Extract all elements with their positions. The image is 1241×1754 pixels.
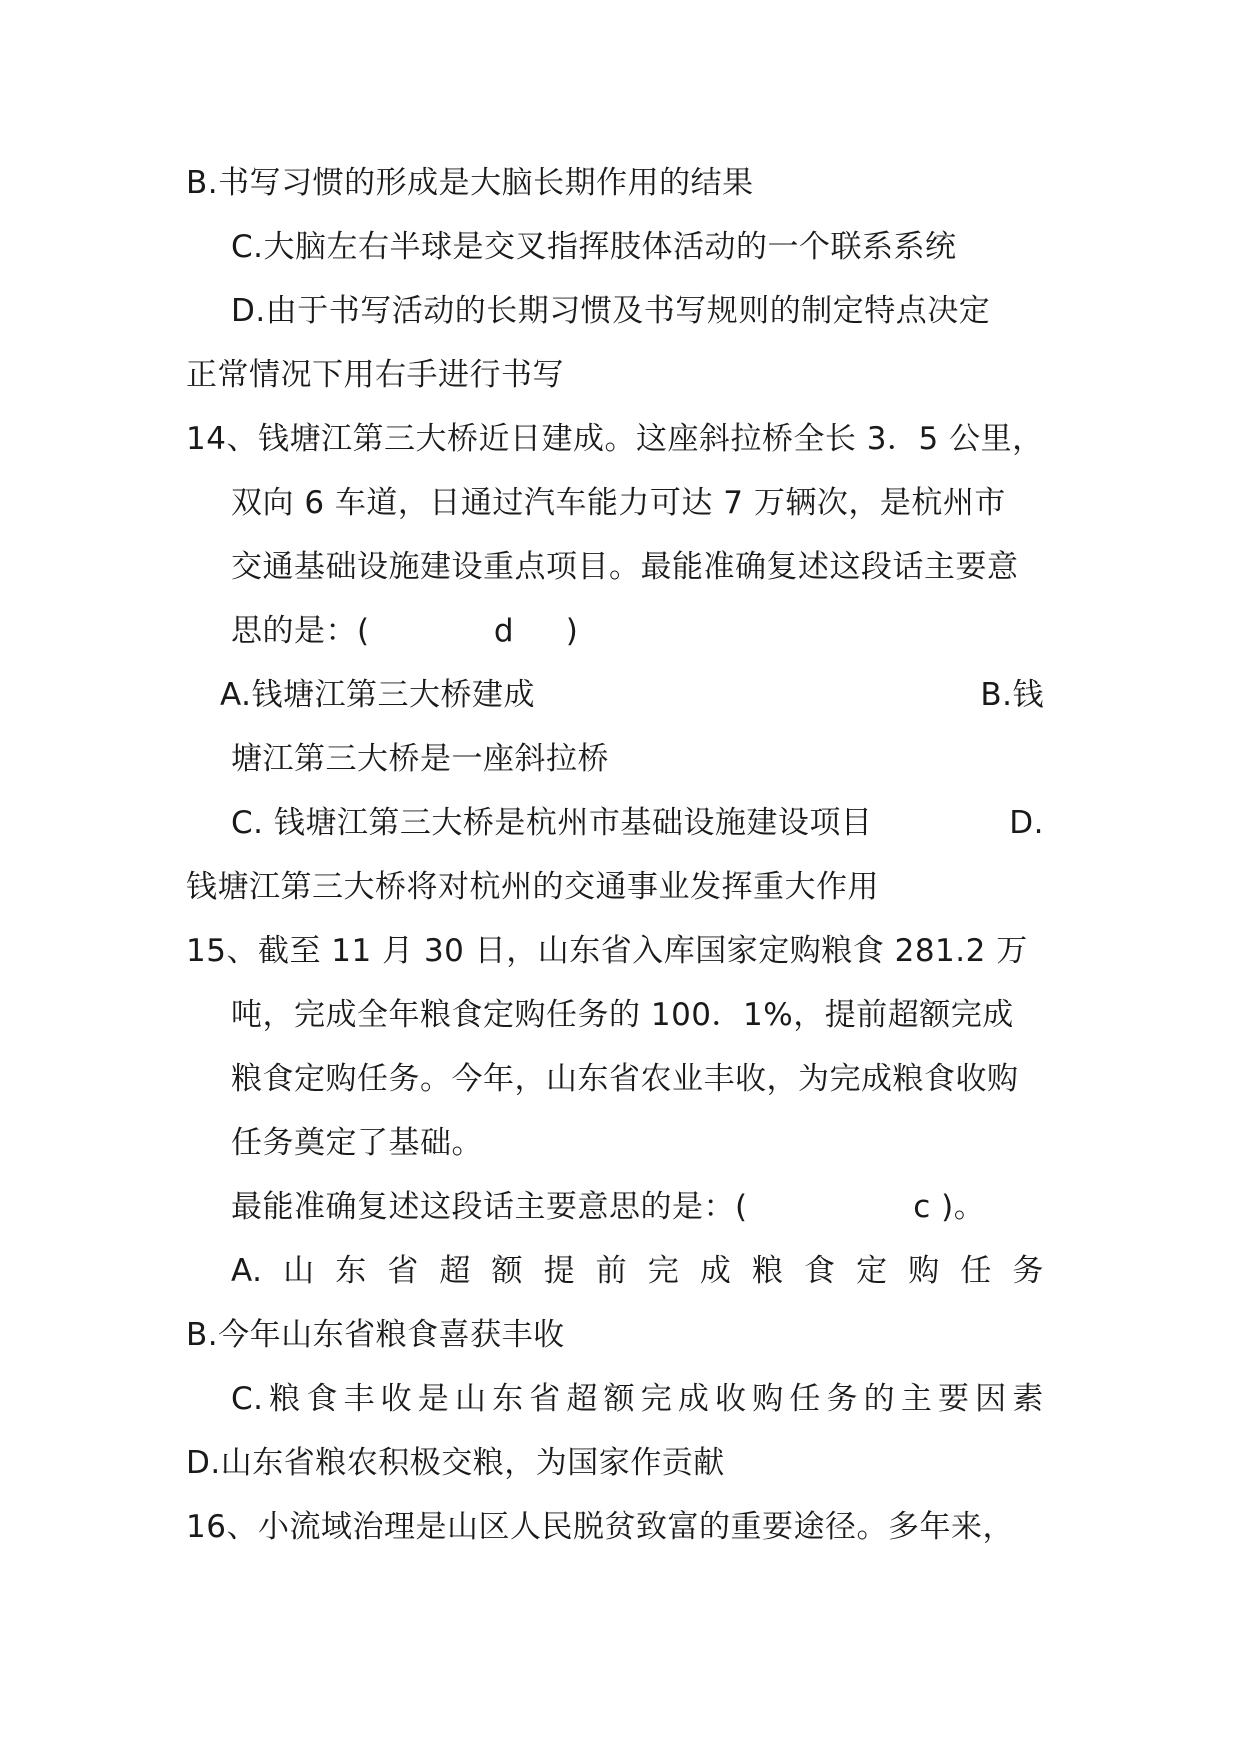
option-c-q15-char: 因 <box>975 1381 1007 1417</box>
question-14: 14、钱塘江第三大桥近日建成。这座斜拉桥全长 3．5 公里， <box>186 421 1044 457</box>
option-c-q15-char: 素 <box>1012 1381 1044 1417</box>
question-16: 16、小流域治理是山区人民脱贫致富的重要途径。多年来， <box>186 1509 1014 1545</box>
option-b-q15: B.今年山东省粮食喜获丰收 <box>186 1317 565 1353</box>
option-c-q14: C. 钱塘江第三大桥是杭州市基础设施建设项目 <box>231 805 873 841</box>
option-a-q15-char: 任 <box>960 1253 992 1289</box>
option-c-q15-char: 山 <box>454 1381 487 1417</box>
option-d-q15: D.山东省粮农积极交粮，为国家作贡献 <box>186 1445 725 1481</box>
option-c-q15-char: 收 <box>380 1381 413 1417</box>
option-a-q15-char: 山 <box>283 1253 315 1289</box>
option-a-q15-char: 定 <box>856 1253 888 1289</box>
option-c-q15-char: 的 <box>863 1381 896 1417</box>
option-a-q15-char: 粮 <box>751 1253 784 1289</box>
option-c-q15-char: 务 <box>826 1381 858 1417</box>
option-b-q14: B.钱 <box>980 677 1044 713</box>
option-a-q15-char: 成 <box>699 1253 732 1289</box>
option-c-q15 <box>231 1379 1044 1419</box>
option-d-q13-cont: 正常情况下用右手进行书写 <box>186 357 564 393</box>
question-15: 15、截至 11 月 30 日，山东省入库国家定购粮食 281.2 万 <box>186 933 1028 969</box>
question-15-line4: 任务奠定了基础。 <box>231 1125 483 1161</box>
option-c-q15-char: C. <box>231 1381 264 1417</box>
option-a-q15-char: 完 <box>647 1253 680 1289</box>
option-c-q15-char: 超 <box>566 1381 598 1417</box>
option-c-q15-char: 是 <box>417 1381 450 1417</box>
option-c-q15-char: 成 <box>677 1381 710 1417</box>
option-c-q15-char: 收 <box>715 1381 747 1417</box>
option-c-q13: C.大脑左右半球是交叉指挥肢体活动的一个联系系统 <box>231 229 957 265</box>
question-14-line3: 交通基础设施建设重点项目。最能准确复述这段话主要意 <box>231 549 1019 585</box>
option-a-q15 <box>231 1251 1044 1291</box>
option-a-q14: A.钱塘江第三大桥建成 <box>220 677 536 713</box>
option-c-q15-char: 购 <box>752 1381 784 1417</box>
option-a-q15-char: 东 <box>335 1253 367 1289</box>
question-14-answer: 思的是：( d ) <box>231 613 579 649</box>
options-ab-q14 <box>220 675 1044 715</box>
option-c-q15-char: 粮 <box>269 1381 301 1417</box>
option-a-q15-char: 务 <box>1012 1253 1044 1289</box>
option-d-q14: D. <box>1009 805 1044 841</box>
option-c-q15-char: 要 <box>937 1381 970 1417</box>
option-c-q15-char: 丰 <box>343 1381 375 1417</box>
question-15-line3: 粮食定购任务。今年，山东省农业丰收，为完成粮食收购 <box>231 1061 1019 1097</box>
question-15-line2: 吨，完成全年粮食定购任务的 100．1%，提前超额完成 <box>231 997 1014 1033</box>
option-d-q13: D.由于书写活动的长期习惯及书写规则的制定特点决定 <box>231 293 991 329</box>
option-a-q15-char: 额 <box>491 1253 523 1289</box>
question-14-line2: 双向 6 车道，日通过汽车能力可达 7 万辆次，是杭州市 <box>231 485 1006 521</box>
option-a-q15-char: 省 <box>387 1253 419 1289</box>
question-15-prompt: 最能准确复述这段话主要意思的是：( c )。 <box>231 1189 986 1225</box>
option-b-q14-cont: 塘江第三大桥是一座斜拉桥 <box>231 741 609 777</box>
option-c-q15-char: 省 <box>529 1381 561 1417</box>
option-a-q15-char: 购 <box>908 1253 940 1289</box>
option-c-q15-char: 主 <box>900 1381 933 1417</box>
option-a-q15-char: 超 <box>439 1253 471 1289</box>
option-b-q13: B.书写习惯的形成是大脑长期作用的结果 <box>186 165 754 201</box>
option-a-q15-char: A. <box>231 1253 263 1289</box>
option-c-q15-char: 食 <box>306 1381 338 1417</box>
option-d-q14-cont: 钱塘江第三大桥将对杭州的交通事业发挥重大作用 <box>186 869 879 905</box>
options-cd-q14 <box>231 803 1044 843</box>
option-c-q15-char: 额 <box>603 1381 636 1417</box>
option-c-q15-char: 完 <box>640 1381 673 1417</box>
option-a-q15-char: 提 <box>543 1253 576 1289</box>
option-c-q15-char: 东 <box>492 1381 524 1417</box>
option-a-q15-char: 食 <box>804 1253 836 1289</box>
option-a-q15-char: 前 <box>595 1253 628 1289</box>
option-c-q15-char: 任 <box>789 1381 821 1417</box>
